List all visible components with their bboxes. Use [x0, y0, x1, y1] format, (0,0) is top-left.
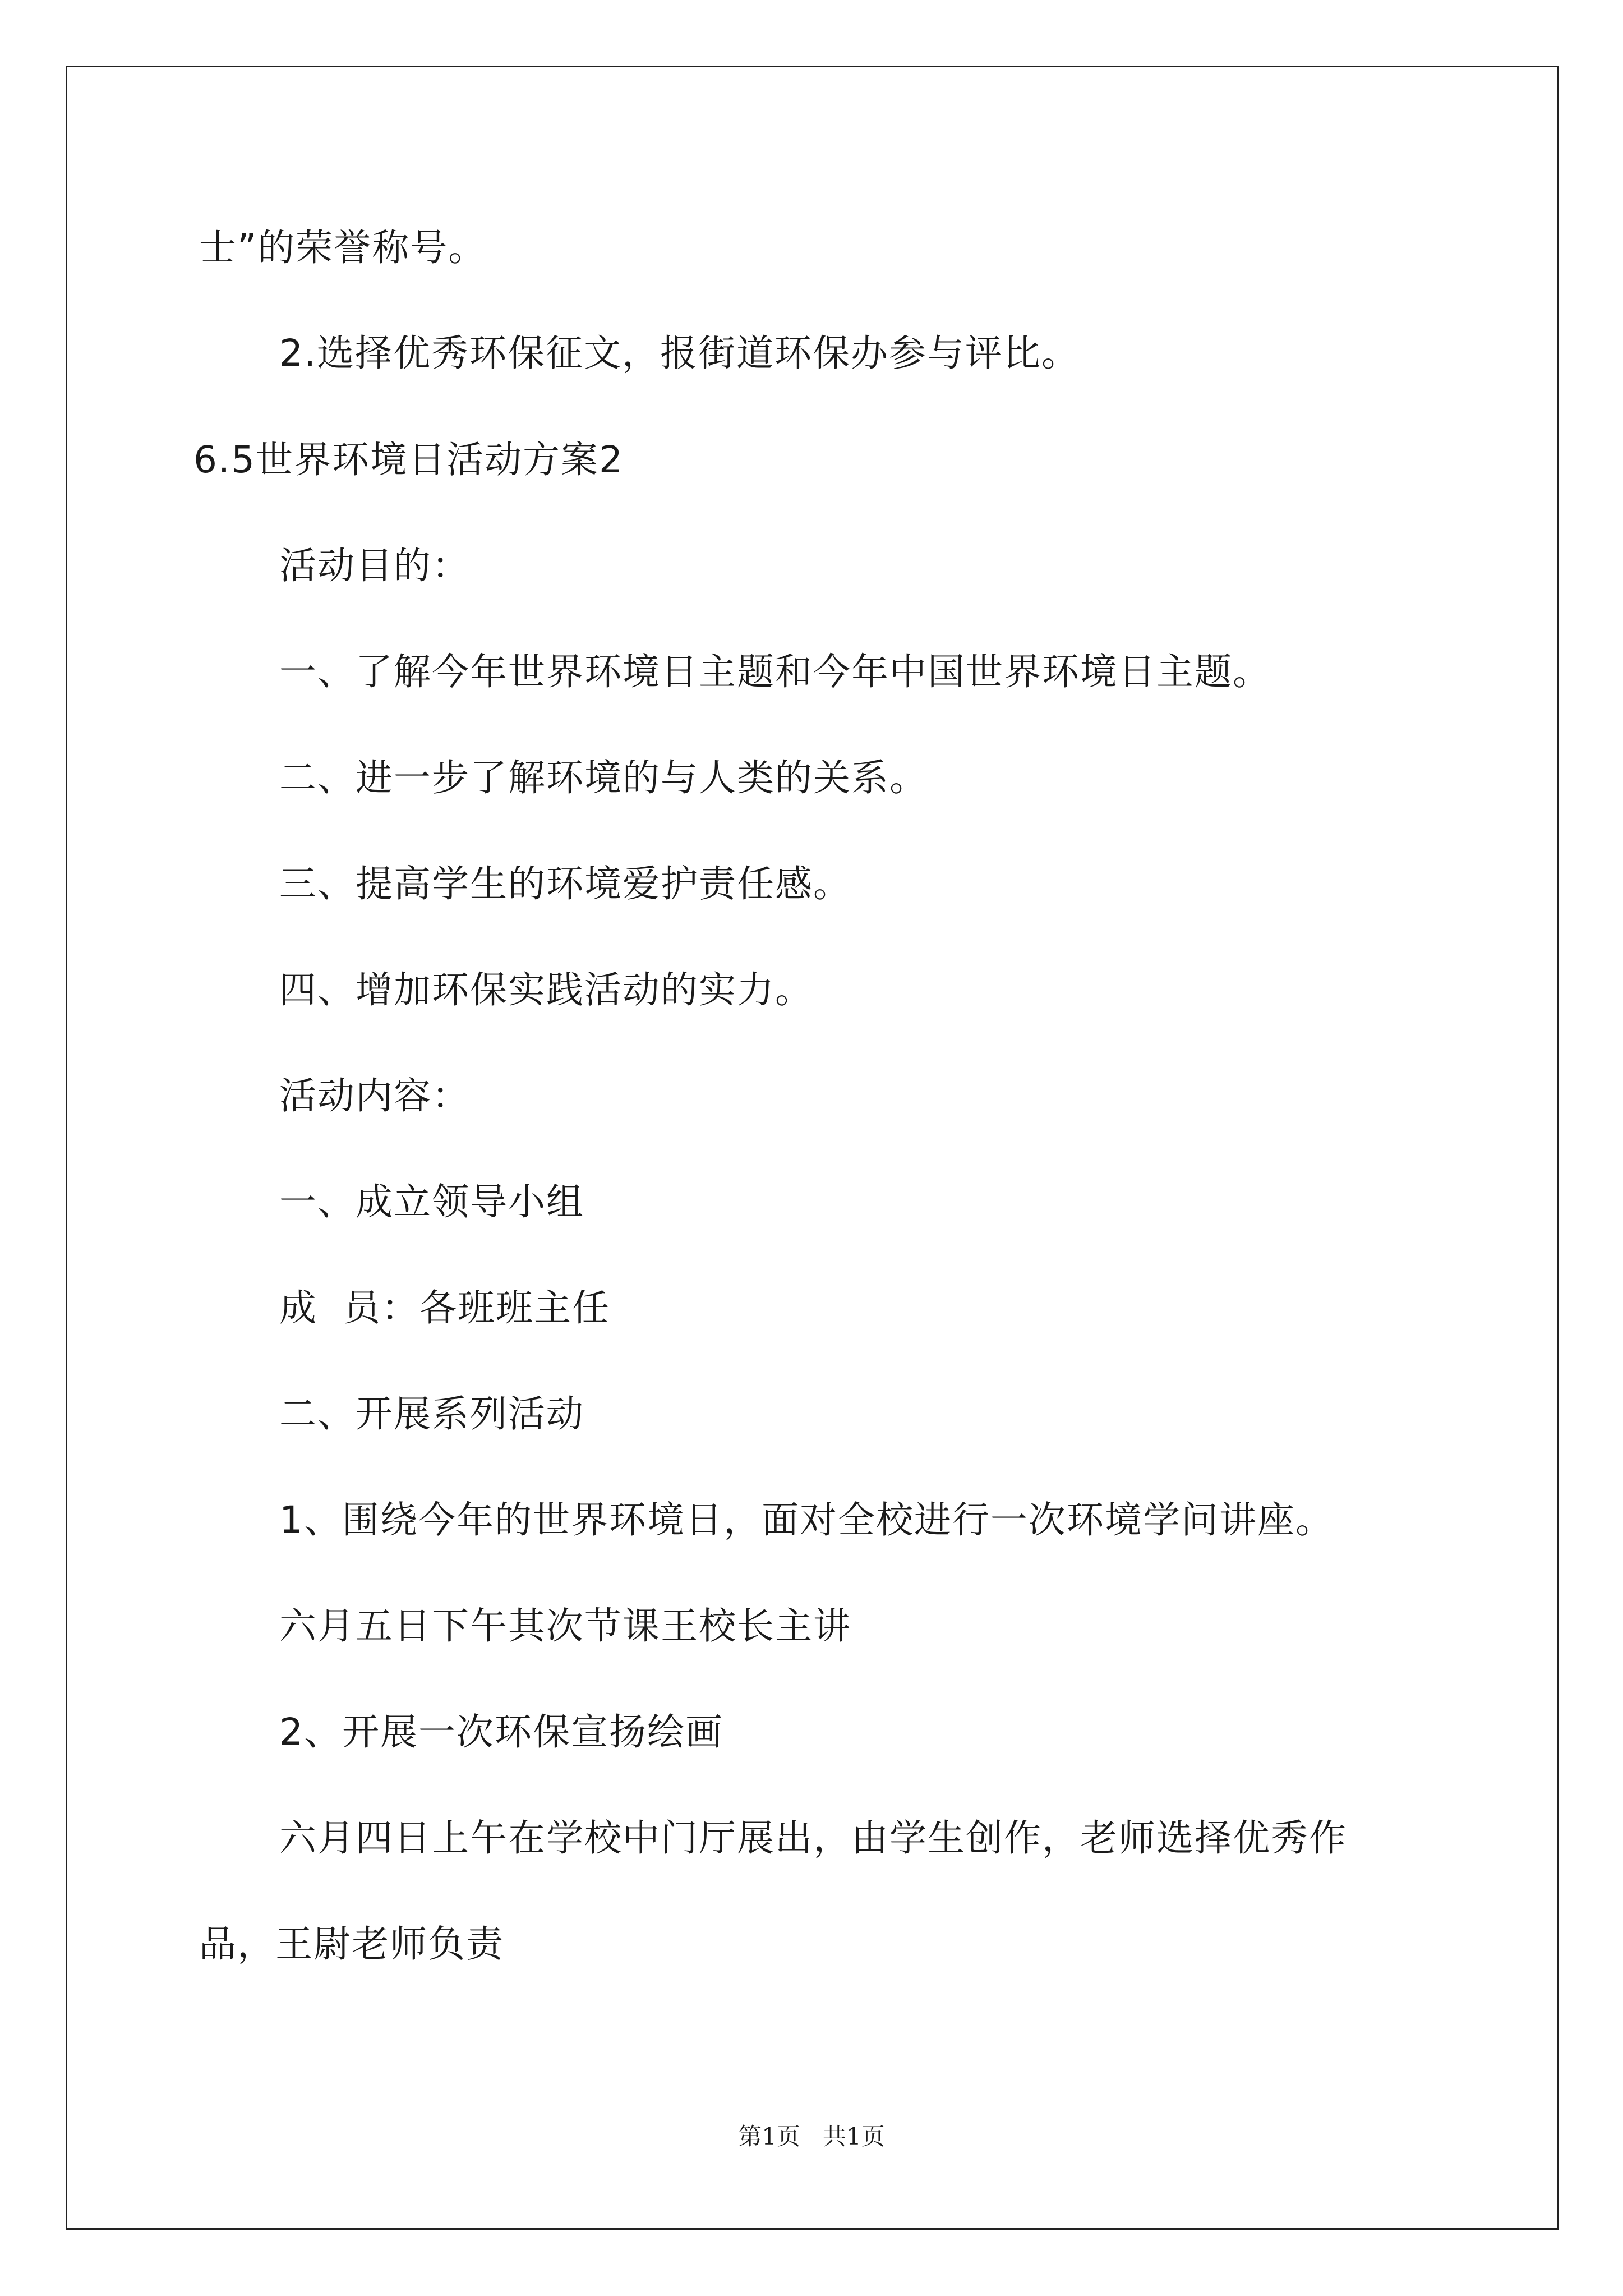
text-line-8: 四、增加环保实践活动的实力。 [279, 968, 813, 1011]
text-line-12: 二、开展系列活动 [279, 1392, 584, 1435]
text-line-11: 成 员：各班班主任 [279, 1286, 610, 1329]
page-border [66, 66, 1559, 2230]
text-line-5: 一、了解今年世界环境日主题和今年中国世界环境日主题。 [279, 650, 1271, 693]
text-line-16: 六月四日上午在学校中门厅展出，由学生创作，老师选择优秀作 [279, 1816, 1347, 1860]
section-heading: 6.5世界环境日活动方案2 [193, 438, 624, 481]
text-line-9: 活动内容： [279, 1074, 470, 1117]
page-footer: 第1页 共1页 [738, 2123, 885, 2150]
text-line-15: 2、开展一次环保宣扬绘画 [279, 1710, 723, 1754]
text-line-10: 一、成立领导小组 [279, 1180, 584, 1223]
text-line-17: 品，王尉老师负责 [199, 1922, 504, 1966]
text-line-4: 活动目的： [279, 544, 470, 587]
text-line-13: 1、围绕今年的世界环境日，面对全校进行一次环境学问讲座。 [279, 1498, 1334, 1542]
text-line-7: 三、提高学生的环境爱护责任感。 [279, 862, 851, 905]
text-line-6: 二、进一步了解环境的与人类的关系。 [279, 756, 928, 799]
text-line-14: 六月五日下午其次节课王校长主讲 [279, 1604, 851, 1648]
text-line-2: 2.选择优秀环保征文，报街道环保办参与评比。 [279, 332, 1080, 375]
text-line-1: 士”的荣誉称号。 [199, 226, 487, 269]
